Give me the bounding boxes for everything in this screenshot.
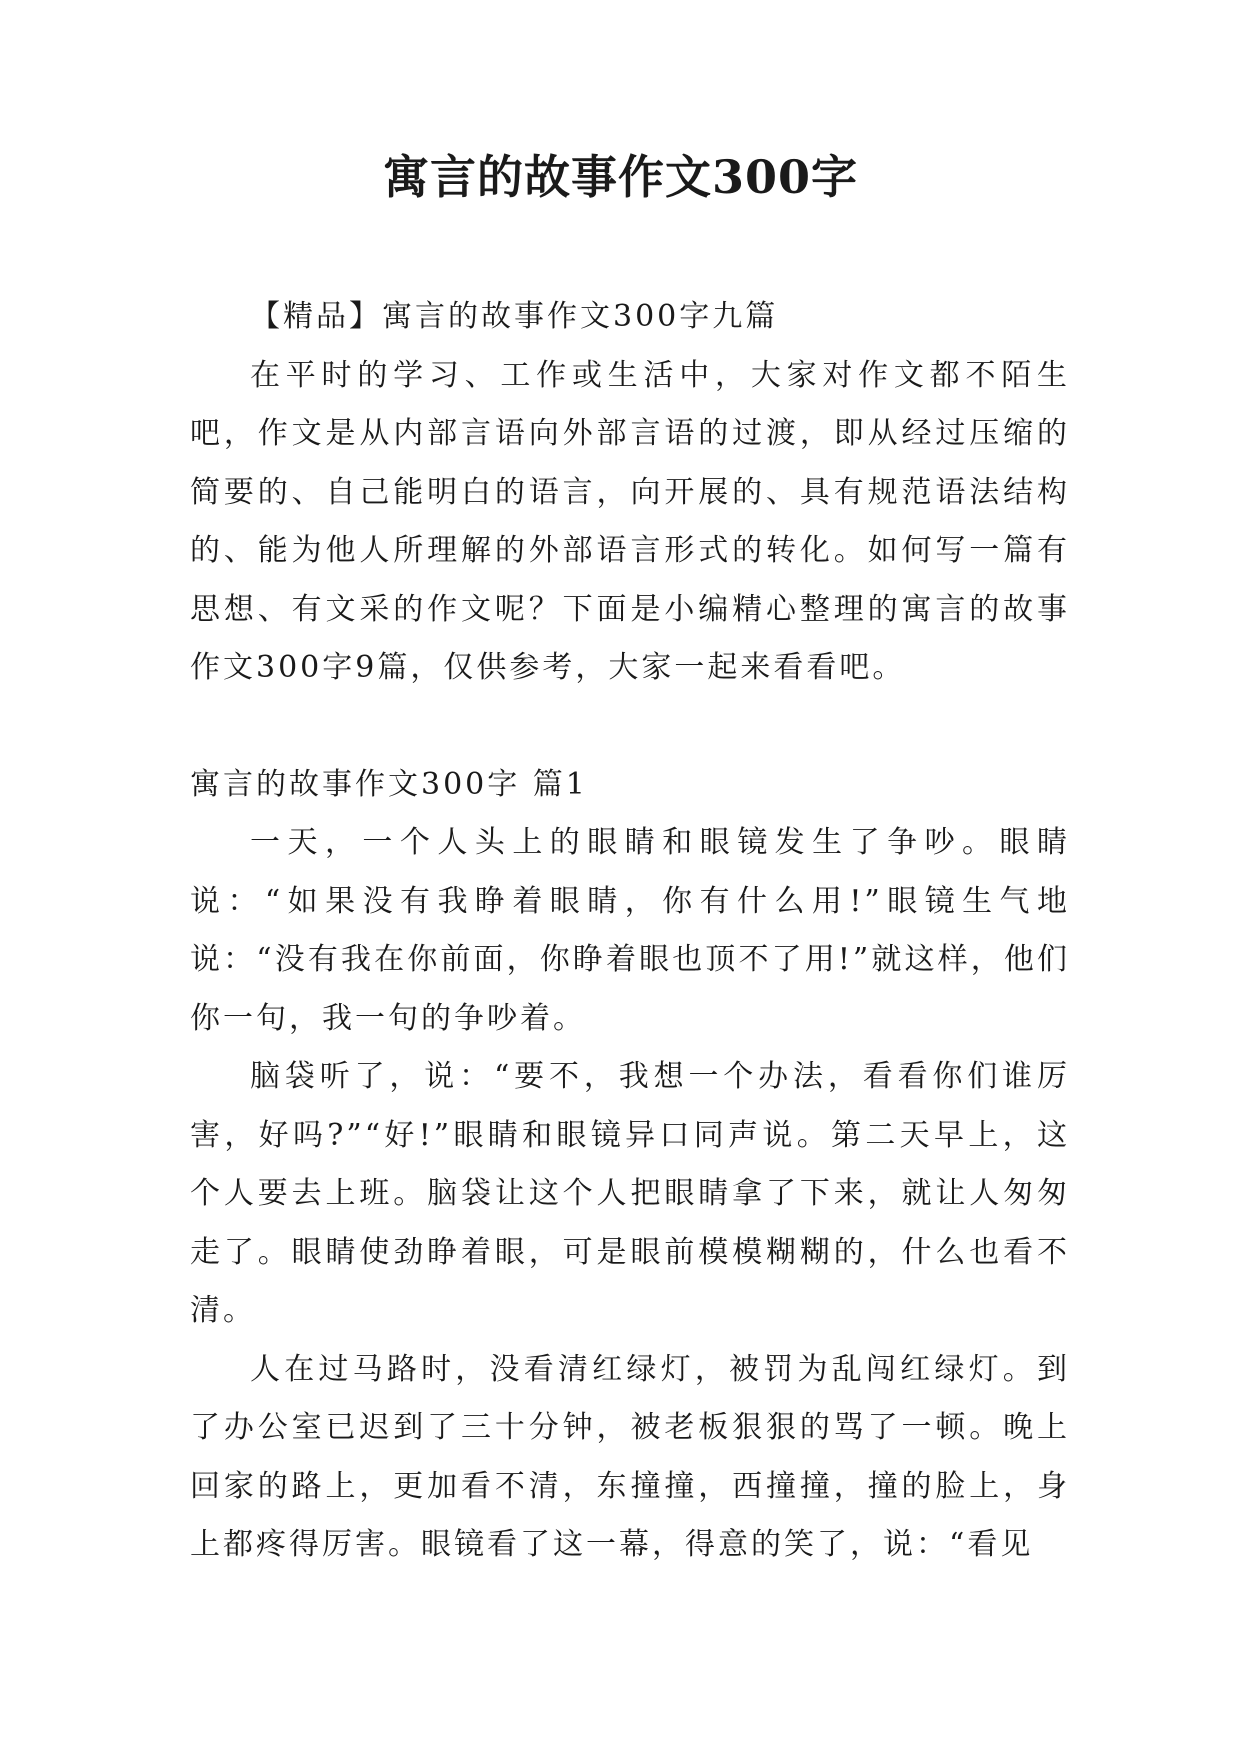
story-paragraph-3: 人在过马路时，没看清红绿灯，被罚为乱闯红绿灯。到了办公室已迟到了三十分钟，被老板狠狠的骂了一顿。晚上回家的路上，更加看不清，东撞撞，西撞撞，撞的脸上，身上都疼得厉害。眼镜看了这一幕，得意的笑了，说：“看见 [190, 1351, 1070, 1562]
story-paragraph-2: 脑袋听了，说：“要不，我想一个办法，看看你们谁厉害，好吗?”“好!”眼睛和眼镜异口同声说。第二天早上，这个人要去上班。脑袋让这个人把眼睛拿了下来，就让人匆匆走了。眼睛使劲睁着眼，可是眼前模模糊糊的，什么也看不清。 [190, 1059, 1070, 1328]
document-body [190, 288, 1070, 1575]
story-paragraph-1: 一天，一个人头上的眼睛和眼镜发生了争吵。眼睛说：“如果没有我睁着眼睛，你有什么用!”眼镜生气地说：“没有我在你前面，你睁着眼也顶不了用!”就这样，他们你一句，我一句的争吵着。 [190, 825, 1070, 1036]
document-title: 寓言的故事作文300字 [382, 150, 859, 204]
intro-paragraph: 在平时的学习、工作或生活中，大家对作文都不陌生吧，作文是从内部言语向外部言语的过渡，即从经过压缩的简要的、自己能明白的语言，向开展的、具有规范语法结构的、能为他人所理解的外部语言形式的转化。如何写一篇有思想、有文采的作文呢？下面是小编精心整理的寓言的故事作文300字9篇，仅供参考，大家一起来看看吧。 [190, 357, 1070, 685]
section-heading: 寓言的故事作文300字 篇1 [190, 766, 588, 802]
document-subtitle: 【精品】寓言的故事作文300字九篇 [250, 299, 779, 334]
